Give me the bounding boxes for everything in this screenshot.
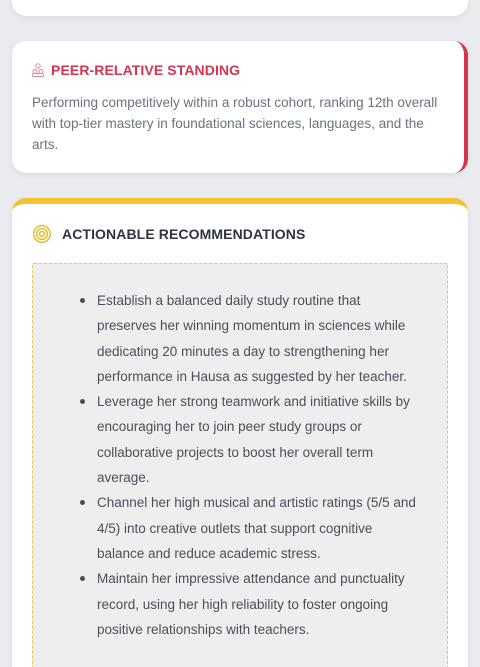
list-item: Channel her high musical and artistic ratings (5/5 and 4/5) into creative outlets that support cognitive balance and reduce academic stress. xyxy=(97,490,423,566)
recommendations-list xyxy=(97,264,447,642)
recommendations-header xyxy=(32,224,305,244)
target-icon xyxy=(32,224,52,244)
recommendations-box xyxy=(32,263,448,667)
peer-standing-card xyxy=(12,41,468,173)
recommendations-card xyxy=(12,198,468,667)
people-icon xyxy=(32,63,44,77)
peer-standing-header xyxy=(32,61,444,79)
list-item: Maintain her impressive attendance and punctuality record, using her high reliability to foster ongoing positive relationships with teachers. xyxy=(97,566,423,642)
list-item: Establish a balanced daily study routine that preserves her winning momentum in sciences while dedicating 20 minutes a day to strengthening her performance in Hausa as suggested by her teacher. xyxy=(97,288,423,389)
previous-card xyxy=(12,0,468,16)
recommendations-title: ACTIONABLE RECOMMENDATIONS xyxy=(62,226,306,242)
list-item: Leverage her strong teamwork and initiative skills by encouraging her to join peer study groups or collaborative projects to boost her overall term average. xyxy=(97,389,423,490)
peer-standing-title: PEER-RELATIVE STANDING xyxy=(51,62,241,78)
peer-standing-text: Performing competitively within a robust cohort, ranking 12th overall with top-tier mastery in foundational sciences, languages, and the arts. xyxy=(32,95,438,152)
